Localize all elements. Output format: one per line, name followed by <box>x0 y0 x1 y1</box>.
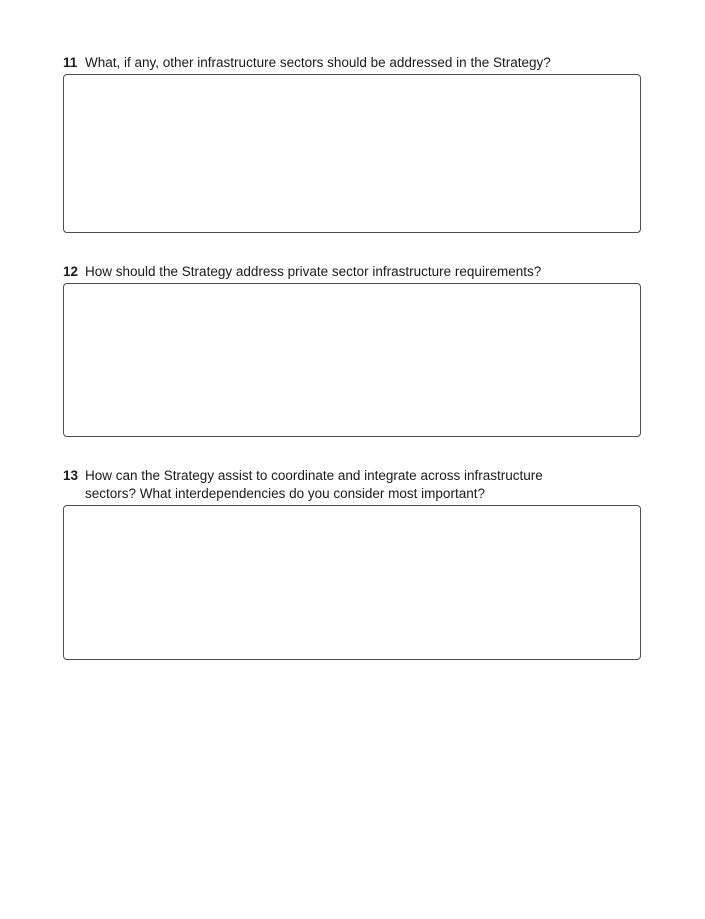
question-11-answer-box[interactable] <box>63 74 641 233</box>
question-12-block <box>63 263 641 437</box>
question-11-text: What, if any, other infrastructure sectors should be addressed in the Strategy? <box>85 55 551 70</box>
question-13-block <box>63 467 641 660</box>
question-13-label <box>63 467 641 503</box>
question-11-block <box>63 54 641 233</box>
question-13-text: How can the Strategy assist to coordinate and integrate across infrastructure sectors? What interdependencies do you consider most important? <box>85 468 543 501</box>
question-13-answer-box[interactable] <box>63 505 641 660</box>
question-13-number: 13 <box>63 468 79 483</box>
question-12-text: How should the Strategy address private sector infrastructure requirements? <box>85 264 542 279</box>
question-12-label <box>63 263 641 281</box>
question-11-number: 11 <box>63 55 78 70</box>
question-12-answer-box[interactable] <box>63 283 641 437</box>
question-11-label <box>63 54 641 72</box>
question-12-number: 12 <box>63 264 79 279</box>
